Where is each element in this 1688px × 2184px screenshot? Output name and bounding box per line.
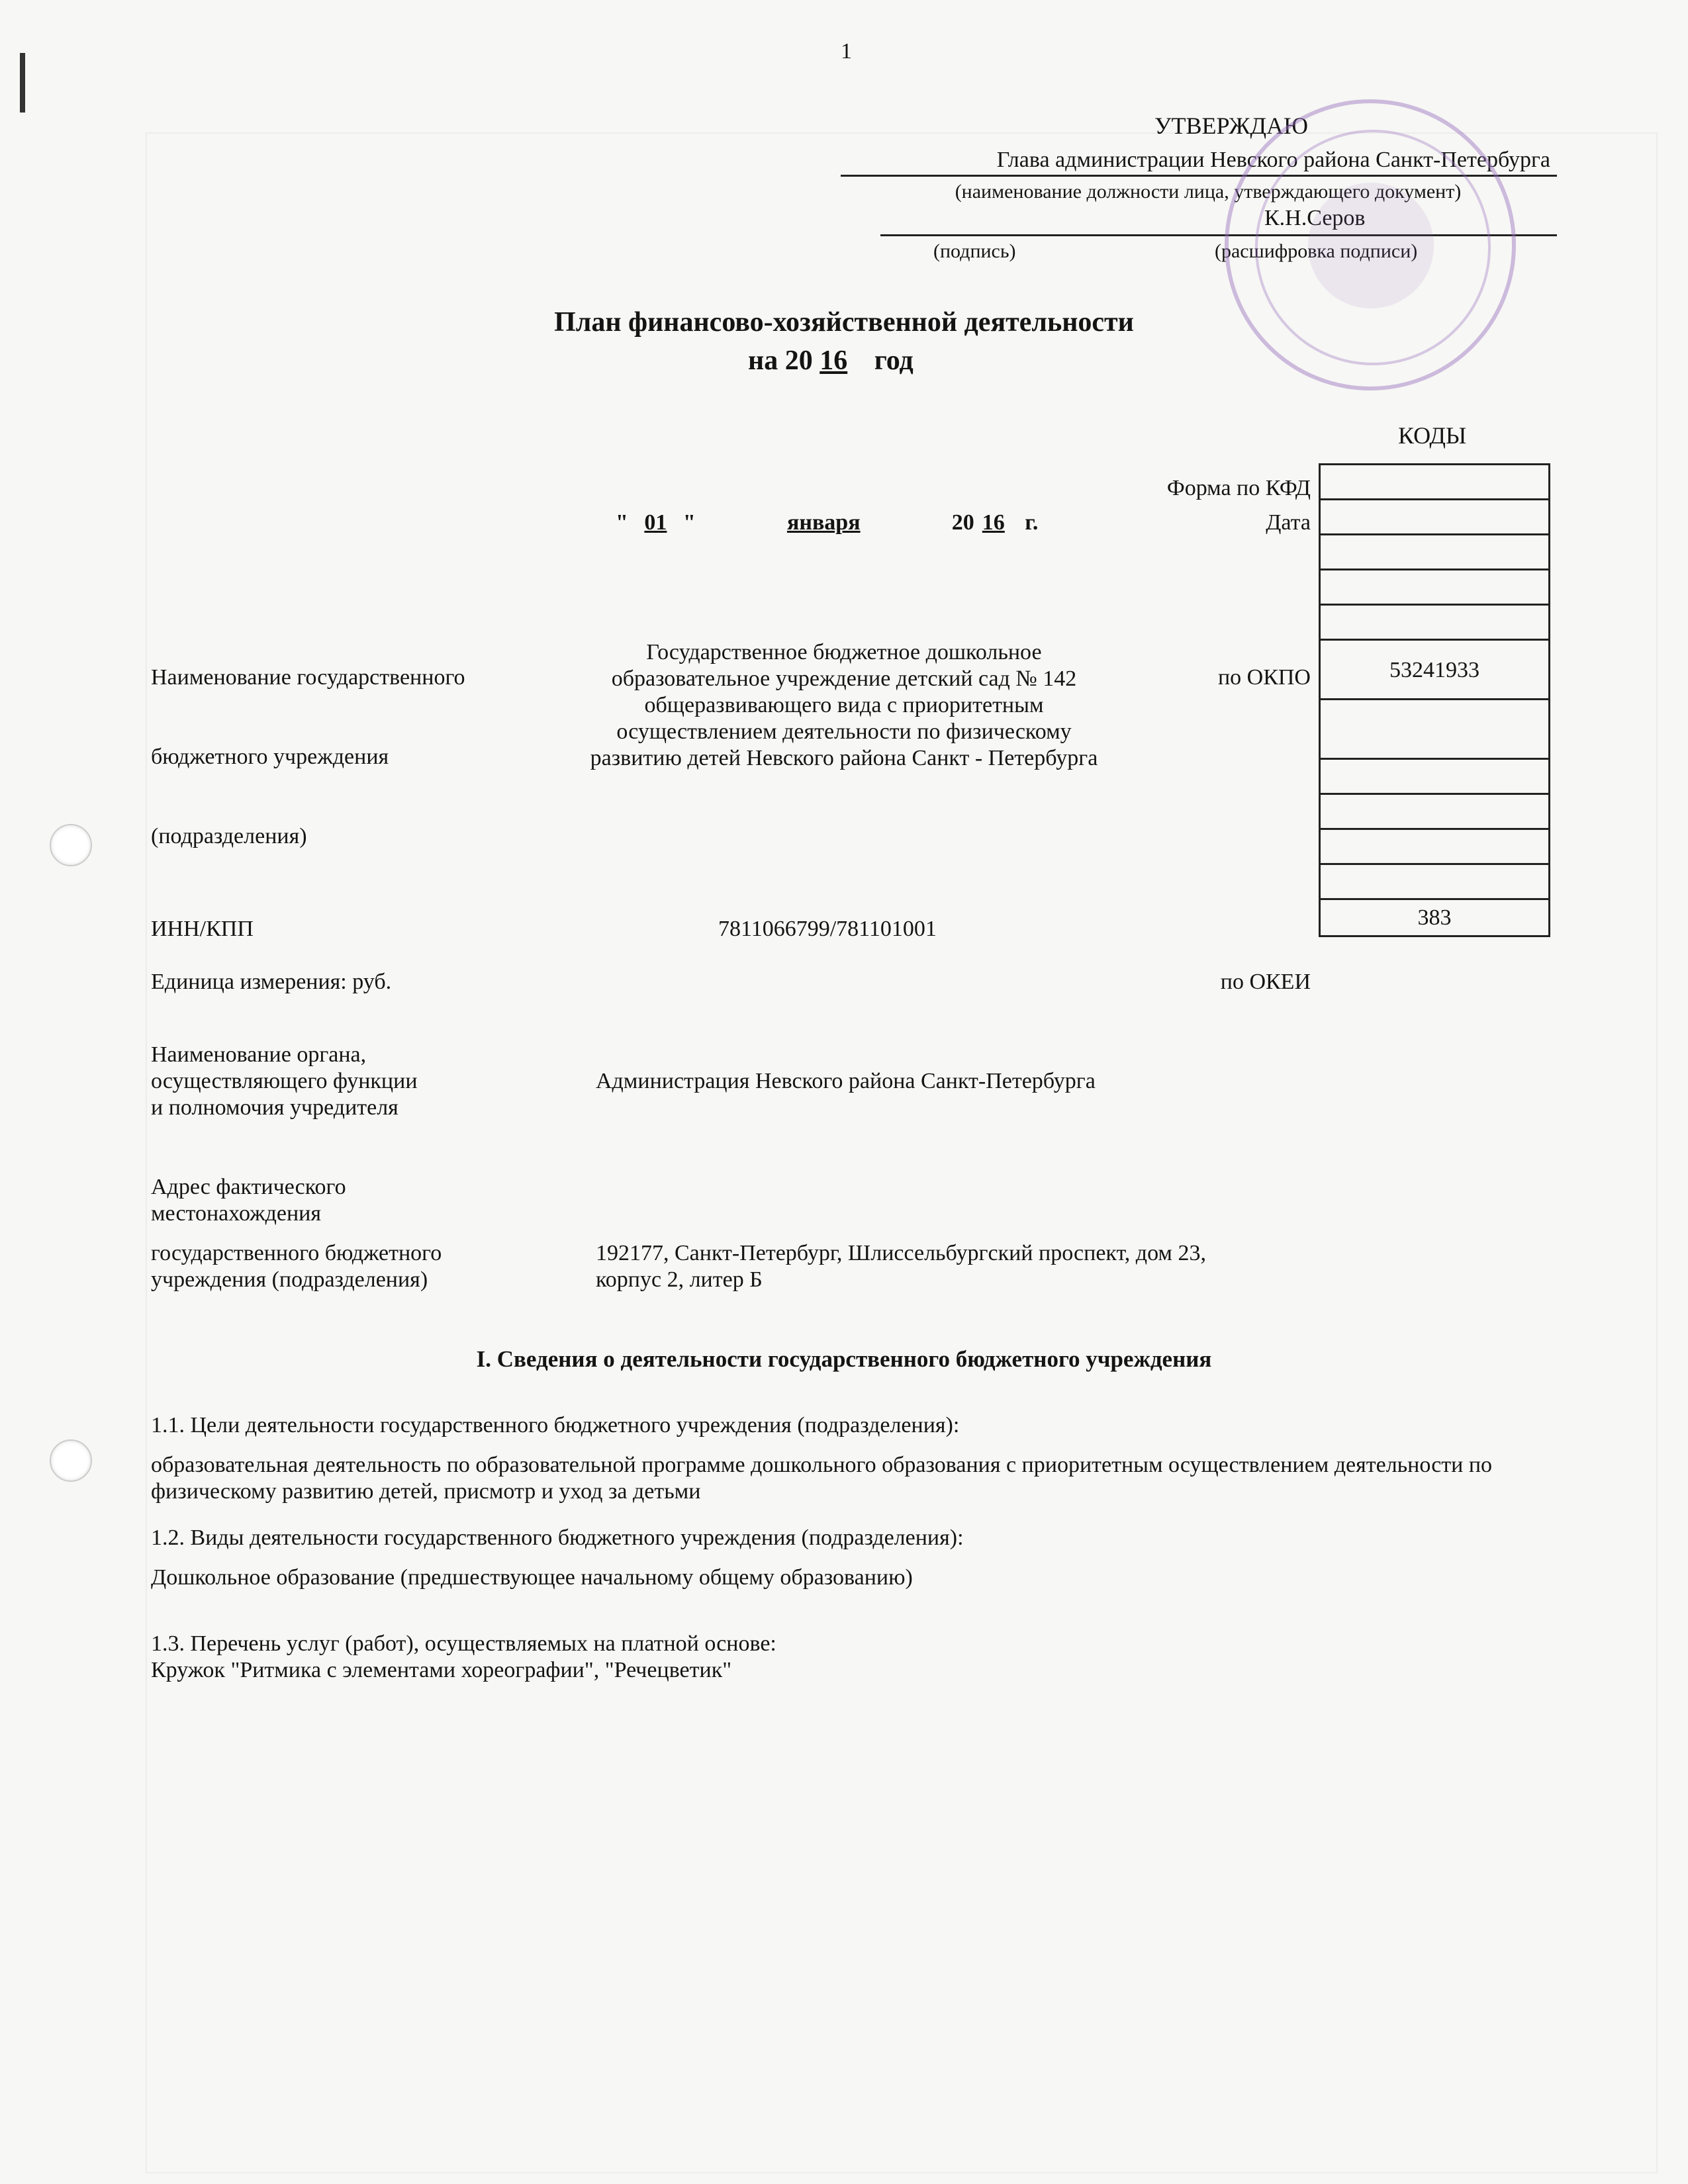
signature-caption: (подпись) xyxy=(933,240,1016,262)
code-empty-2 xyxy=(1321,570,1548,606)
date-quote-close: " xyxy=(682,510,696,535)
okei-label: по ОКЕИ xyxy=(1220,970,1311,994)
code-okpo: 53241933 xyxy=(1321,641,1548,700)
founder-label-2: осуществляющего функции xyxy=(151,1069,418,1093)
address-value-2: корпус 2, литер Б xyxy=(596,1267,763,1292)
punch-hole-top xyxy=(50,824,92,866)
position-caption: (наименование должности лица, утверждающего документ) xyxy=(955,181,1462,203)
item3-title: 1.3. Перечень услуг (работ), осуществляемых на платной основе: xyxy=(151,1631,776,1656)
institution-label-2: бюджетного учреждения xyxy=(151,745,389,769)
page-number: 1 xyxy=(841,39,852,64)
codes-table xyxy=(1319,463,1550,937)
institution-label-3: (подразделения) xyxy=(151,824,307,848)
okpo-label: по ОКПО xyxy=(1217,665,1311,690)
address-label-2: местонахождения xyxy=(151,1201,322,1226)
section1-heading: I. Сведения о деятельности государственного бюджетного учреждения xyxy=(476,1346,1212,1372)
code-empty-5 xyxy=(1321,760,1548,795)
item1-text: образовательная деятельность по образовательной программе дошкольного образования с приоритетным осуществлением деятельности по физическому развитию детей, присмотр и уход за детьми xyxy=(151,1453,1493,1504)
address-label-4: учреждения (подразделения) xyxy=(151,1267,428,1292)
year-value: 16 xyxy=(820,345,848,376)
item3-text: Кружок "Ритмика с элементами хореографии", "Речецветик" xyxy=(151,1658,732,1682)
institution-label-1: Наименование государственного xyxy=(151,665,465,690)
plan-year-line xyxy=(748,344,914,377)
item1-title: 1.1. Цели деятельности государственного бюджетного учреждения (подразделения): xyxy=(151,1413,960,1437)
founder-value: Администрация Невского района Санкт-Петербурга xyxy=(596,1069,1096,1093)
inn-label: ИНН/КПП xyxy=(151,917,254,941)
address-label-3: государственного бюджетного xyxy=(151,1241,442,1265)
address-label-1: Адрес фактического xyxy=(151,1175,346,1199)
date-month: января xyxy=(786,510,861,535)
item2-text: Дошкольное образование (предшествующее начальному общему образованию) xyxy=(151,1565,913,1590)
date-year-value: 16 xyxy=(982,510,1005,535)
founder-label-3: и полномочия учредителя xyxy=(151,1095,399,1120)
inn-value: 7811066799/781101001 xyxy=(718,917,937,941)
name-caption: (расшифровка подписи) xyxy=(1215,240,1418,262)
code-empty-8 xyxy=(1321,865,1548,900)
code-empty-3 xyxy=(1321,606,1548,641)
punch-hole-bottom xyxy=(50,1439,92,1482)
date-label: Дата xyxy=(1266,510,1311,535)
date-suffix: г. xyxy=(1025,510,1039,535)
date-line xyxy=(616,510,1038,536)
plan-title: План финансово-хозяйственной деятельности xyxy=(554,307,1134,338)
approval-position: Глава администрации Невского района Санкт-Петербурга xyxy=(996,148,1550,172)
approval-heading: УТВЕРЖДАЮ xyxy=(1154,113,1309,139)
code-date xyxy=(1321,500,1548,535)
code-empty-7 xyxy=(1321,830,1548,865)
year-suffix: год xyxy=(874,345,914,376)
institution-name: Государственное бюджетное дошкольное образовательное учреждение детский сад № 142 общеразвивающего вида с приоритетным осуществлением деятельности по физическому развитию детей Невского района Санкт - Петербурга xyxy=(590,640,1098,770)
year-prefix: на 20 xyxy=(748,345,813,376)
code-empty-1 xyxy=(1321,535,1548,570)
official-seal xyxy=(1225,99,1516,390)
kfd-label: Форма по КФД xyxy=(1166,476,1311,500)
date-year-prefix: 20 xyxy=(951,510,974,535)
founder-label-1: Наименование органа, xyxy=(151,1042,367,1067)
address-value-1: 192177, Санкт-Петербург, Шлиссельбургский проспект, дом 23, xyxy=(596,1241,1206,1265)
margin-mark xyxy=(20,53,25,113)
item2-title: 1.2. Виды деятельности государственного бюджетного учреждения (подразделения): xyxy=(151,1525,964,1550)
codes-heading: КОДЫ xyxy=(1398,422,1467,449)
approver-name: К.Н.Серов xyxy=(1264,206,1366,230)
code-empty-6 xyxy=(1321,795,1548,830)
date-day: 01 xyxy=(644,510,667,535)
code-empty-4 xyxy=(1321,700,1548,760)
code-kfd xyxy=(1321,465,1548,500)
unit-label: Единица измерения: руб. xyxy=(151,970,392,994)
date-quote-open: " xyxy=(616,510,628,535)
code-okei: 383 xyxy=(1417,905,1452,930)
